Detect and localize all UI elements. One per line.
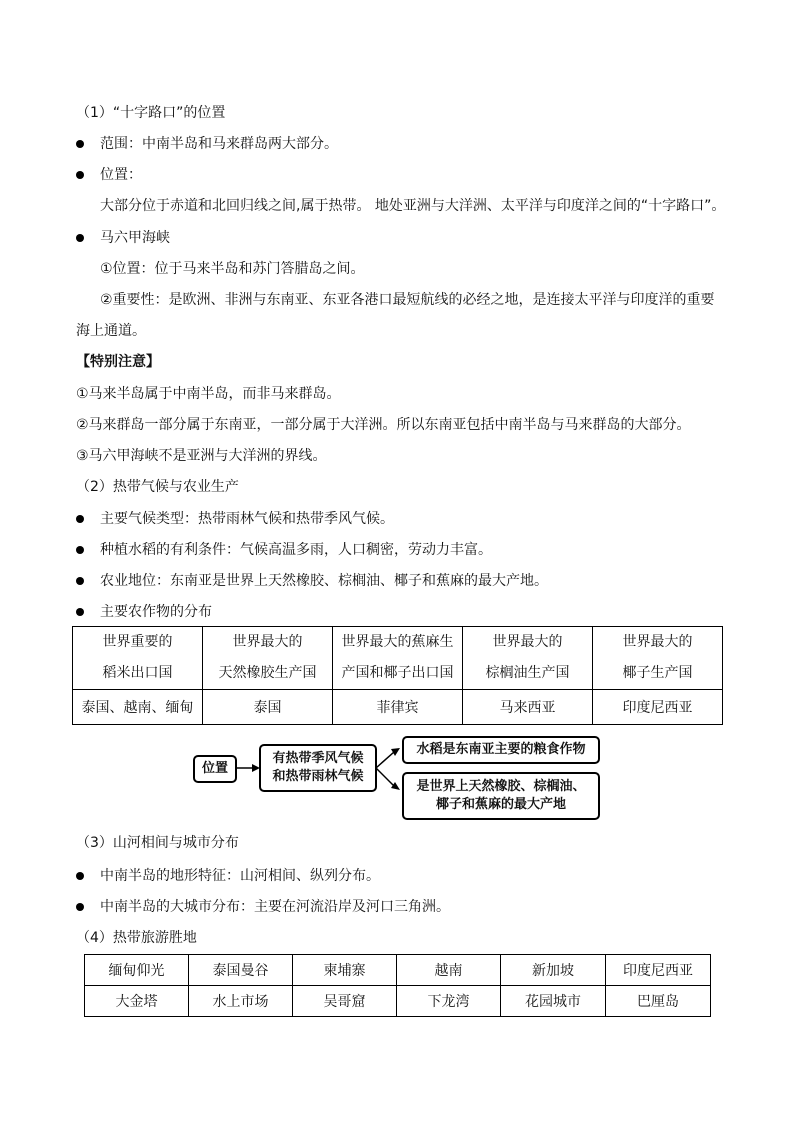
- site-4: 下龙湾: [397, 986, 501, 1017]
- site-1: 大金塔: [85, 986, 189, 1017]
- table-row: [85, 986, 711, 1017]
- strait-importance-1: ②重要性：是欧洲、非洲与东南亚、东亚各港口最短航线的必经之地，是连接太平洋与印度洋的重要: [100, 292, 715, 308]
- crop-header-1: 世界重要的 稻米出口国: [73, 627, 203, 690]
- crop-value-5: 印度尼西亚: [593, 690, 723, 725]
- strait-position: ①位置：位于马来半岛和苏门答腊岛之间。: [100, 261, 365, 277]
- section2-heading: （2）热带气候与农业生产: [76, 479, 239, 495]
- country-2: 泰国曼谷: [189, 955, 293, 986]
- section4-heading: （4）热带旅游胜地: [76, 930, 197, 946]
- country-6: 印度尼西亚: [606, 955, 711, 986]
- rice-text: 种植水稻的有利条件：气候高温多雨，人口稠密，劳动力丰富。: [100, 542, 492, 558]
- note-item-3: ③马六甲海峡不是亚洲与大洋洲的界线。: [76, 448, 327, 464]
- diagram-rice-box: 水稻是东南亚主要的粮食作物: [402, 736, 600, 764]
- crop-value-1: 泰国、越南、缅甸: [73, 690, 203, 725]
- strait-label: 马六甲海峡: [100, 230, 170, 246]
- diagram-products-box: 是世界上天然橡胶、棕榈油、 椰子和蕉麻的最大产地: [402, 772, 600, 820]
- tourism-table: [84, 954, 711, 1017]
- strait-importance-2: 海上通道。: [76, 323, 146, 339]
- section1-heading: （1）“十字路口”的位置: [76, 105, 226, 121]
- diagram-position-box: 位置: [193, 755, 237, 783]
- site-5: 花园城市: [501, 986, 606, 1017]
- table-row: [85, 955, 711, 986]
- crop-header-2: 世界最大的 天然橡胶生产国: [203, 627, 333, 690]
- crop-value-3: 菲律宾: [333, 690, 463, 725]
- site-3: 吴哥窟: [293, 986, 397, 1017]
- note-title: 【特别注意】: [76, 354, 160, 370]
- cities-text: 中南半岛的大城市分布：主要在河流沿岸及河口三角洲。: [100, 899, 450, 915]
- terrain-text: 中南半岛的地形特征：山河相间、纵列分布。: [100, 868, 380, 884]
- note-item-1: ①马来半岛属于中南半岛，而非马来群岛。: [76, 386, 341, 402]
- note-item-2: ②马来群岛一部分属于东南亚，一部分属于大洋洲。所以东南亚包括中南半岛与马来群岛的大部分。: [76, 417, 691, 433]
- country-4: 越南: [397, 955, 501, 986]
- crop-header-4: 世界最大的 棕榈油生产国: [463, 627, 593, 690]
- site-6: 巴厘岛: [606, 986, 711, 1017]
- site-2: 水上市场: [189, 986, 293, 1017]
- agri-text: 农业地位：东南亚是世界上天然橡胶、棕榈油、椰子和蕉麻的最大产地。: [100, 573, 548, 589]
- crops-text: 主要农作物的分布: [100, 604, 212, 620]
- location-label: 位置：: [100, 167, 142, 183]
- diagram-climate-box: 有热带季风气候 和热带雨林气候: [259, 744, 377, 792]
- crop-value-4: 马来西亚: [463, 690, 593, 725]
- country-3: 柬埔寨: [293, 955, 397, 986]
- crop-header-5: 世界最大的 椰子生产国: [593, 627, 723, 690]
- crop-value-2: 泰国: [203, 690, 333, 725]
- scope-text: 范围：中南半岛和马来群岛两大部分。: [100, 136, 338, 152]
- climate-text: 主要气候类型：热带雨林气候和热带季风气候。: [100, 511, 394, 527]
- country-1: 缅甸仰光: [85, 955, 189, 986]
- country-5: 新加坡: [501, 955, 606, 986]
- crop-header-3: 世界最大的蕉麻生 产国和椰子出口国: [333, 627, 463, 690]
- location-text: 大部分位于赤道和北回归线之间,属于热带。 地处亚洲与大洋洲、太平洋与印度洋之间的“十字路口”。: [100, 198, 726, 214]
- section3-heading: （3）山河相间与城市分布: [76, 835, 239, 851]
